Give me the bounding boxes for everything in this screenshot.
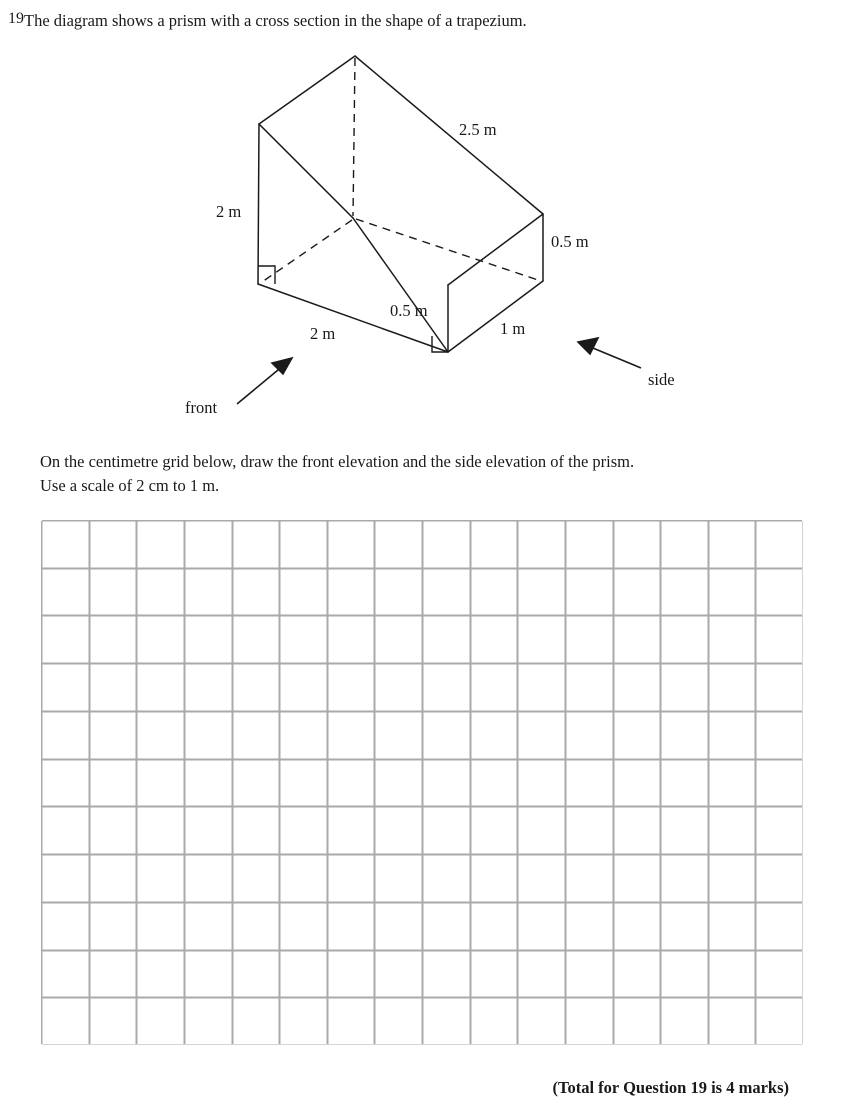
edge-bottom-right-1m <box>448 281 543 352</box>
label-slant-top: 2.5 m <box>459 120 497 139</box>
prism-diagram <box>0 36 856 436</box>
instruction-line-2: Use a scale of 2 cm to 1 m. <box>40 476 220 495</box>
label-side-arrow: side <box>648 370 675 389</box>
instruction-paragraph <box>40 450 820 498</box>
label-right-height: 0.5 m <box>551 232 589 251</box>
edge-right-top-to-slope <box>448 214 543 285</box>
question-header <box>8 10 838 32</box>
edge-left-vertical <box>258 124 259 284</box>
label-bottom-right-depth: 1 m <box>500 319 526 338</box>
label-front-arrow: front <box>185 398 218 417</box>
edge-apex-to-left-top <box>259 56 355 124</box>
question-number: 19 <box>8 10 24 27</box>
label-bottom-mid-height: 0.5 m <box>390 301 428 320</box>
label-left-height: 2 m <box>216 202 242 221</box>
side-arrow-shaft <box>588 346 641 368</box>
hidden-edge-rear-bottom <box>448 282 541 285</box>
total-marks-label: (Total for Question 19 is 4 marks) <box>552 1078 789 1097</box>
hidden-edge-center-to-right-bottom <box>356 219 541 281</box>
edge-center-to-front-bottom <box>353 218 448 352</box>
centimetre-grid[interactable] <box>41 520 803 1045</box>
edge-apex-to-right-top <box>355 56 543 214</box>
grid-svg[interactable] <box>41 520 803 1045</box>
prism-drawing <box>0 36 856 436</box>
hidden-edge-apex-vertical <box>353 58 355 216</box>
edge-left-top-to-center <box>259 124 353 218</box>
front-arrow-shaft <box>237 365 284 404</box>
side-arrow-head <box>578 338 598 354</box>
instruction-line-1: On the centimetre grid below, draw the front elevation and the side elevation of the prism. <box>40 452 635 471</box>
question-stem-text: The diagram shows a prism with a cross section in the shape of a trapezium. <box>24 11 527 30</box>
edge-center-to-front-top <box>353 218 448 285</box>
right-angle-marker-left <box>258 266 275 284</box>
label-bottom-front-width: 2 m <box>310 324 336 343</box>
